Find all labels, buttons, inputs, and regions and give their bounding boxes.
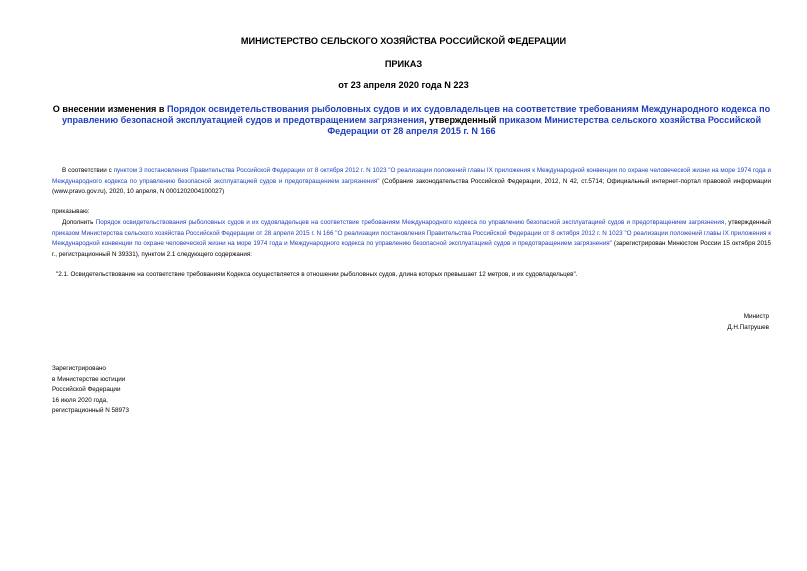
document-title (52, 104, 771, 137)
main-text-middle: , утвержденный (724, 219, 771, 226)
order-word: приказываю: (52, 208, 90, 215)
signatory-name: Д.Н.Патрушев (727, 323, 769, 331)
signatory-position: Министр (743, 313, 769, 320)
preamble-text-start: В соответствии с (62, 167, 114, 174)
registration-line: Российской Федерации (52, 386, 121, 393)
title-link-procedure[interactable]: Порядок освидетельствования рыболовных судов и их судовладельцев на соответствие требованиям Международного кодекса по управлению безопасной эксплуатацией судов и предотвращением загрязнения (61, 104, 771, 125)
main-link-order[interactable]: приказом Министерства сельского хозяйства Российской Федерации от 28 апреля 2015 г. N 166 "О реализации постановления Правительства Российской Федерации от 8 октября 2012 г. N 1023 "О реализации положений главы IX приложения к Международной конвенции по охране человеческой жизни на море 1974 года и Международного кодекса по управлению безопасной эксплуатацией судов и предотвращением загрязнения" (52, 229, 771, 247)
registration-block (52, 364, 129, 417)
registration-line: Зарегистрировано (52, 365, 106, 372)
title-middle: , утвержденный (424, 115, 500, 125)
preamble-paragraph (52, 166, 771, 198)
preamble-text-end: (Собрание законодательства Российской Федерации, 2012, N 42, ст.5714; Официальный интернет-портал правовой информации (www.pravo.gov.ru), 2020, 10 апреля, N 0001202004100027) (52, 177, 771, 195)
title-prefix: О внесении изменения в (52, 104, 167, 114)
document-type: ПРИКАЗ (384, 59, 423, 69)
preamble-link-decree[interactable]: пунктом 3 постановления Правительства Российской Федерации от 8 октября 2012 г. N 1023 "О реализации положений главы IX приложения к Международной конвенции по охране человеческой жизни на море 1974 года и Международного кодекса по управлению безопасной эксплуатацией судов и предотвращением загрязнения" (52, 167, 772, 185)
document-date-number: от 23 апреля 2020 года N 223 (338, 80, 469, 90)
main-paragraph (52, 218, 771, 260)
main-link-procedure[interactable]: Порядок освидетельствования рыболовных судов и их судовладельцев на соответствие требованиям Международного кодекса по управлению безопасной эксплуатацией судов и предотвращением загрязнения (95, 219, 725, 226)
ministry-heading: МИНИСТЕРСТВО СЕЛЬСКОГО ХОЗЯЙСТВА РОССИЙСКОЙ ФЕДЕРАЦИИ (240, 36, 567, 46)
registration-line: 16 июля 2020 года, (52, 396, 108, 404)
main-text-start: Дополнить (62, 219, 96, 226)
title-link-order[interactable]: приказом Министерства сельского хозяйства Российской Федерации от 28 апреля 2015 г. N 166 (327, 115, 762, 136)
registration-line: регистрационный N 58973 (52, 407, 130, 414)
signature-block (727, 312, 769, 333)
quoted-clause: "2.1. Освидетельствование на соответствие требованиям Кодекса осуществляется в отношении рыболовных судов, длина которых превышает 12 метров, и их судовладельцев". (56, 271, 578, 278)
registration-line: в Министерстве юстиции (52, 375, 126, 383)
main-text-end: (зарегистрирован Минюстом России 15 октября 2015 г., регистрационный N 39331), пунктом 2.1 следующего содержания: (52, 240, 771, 258)
